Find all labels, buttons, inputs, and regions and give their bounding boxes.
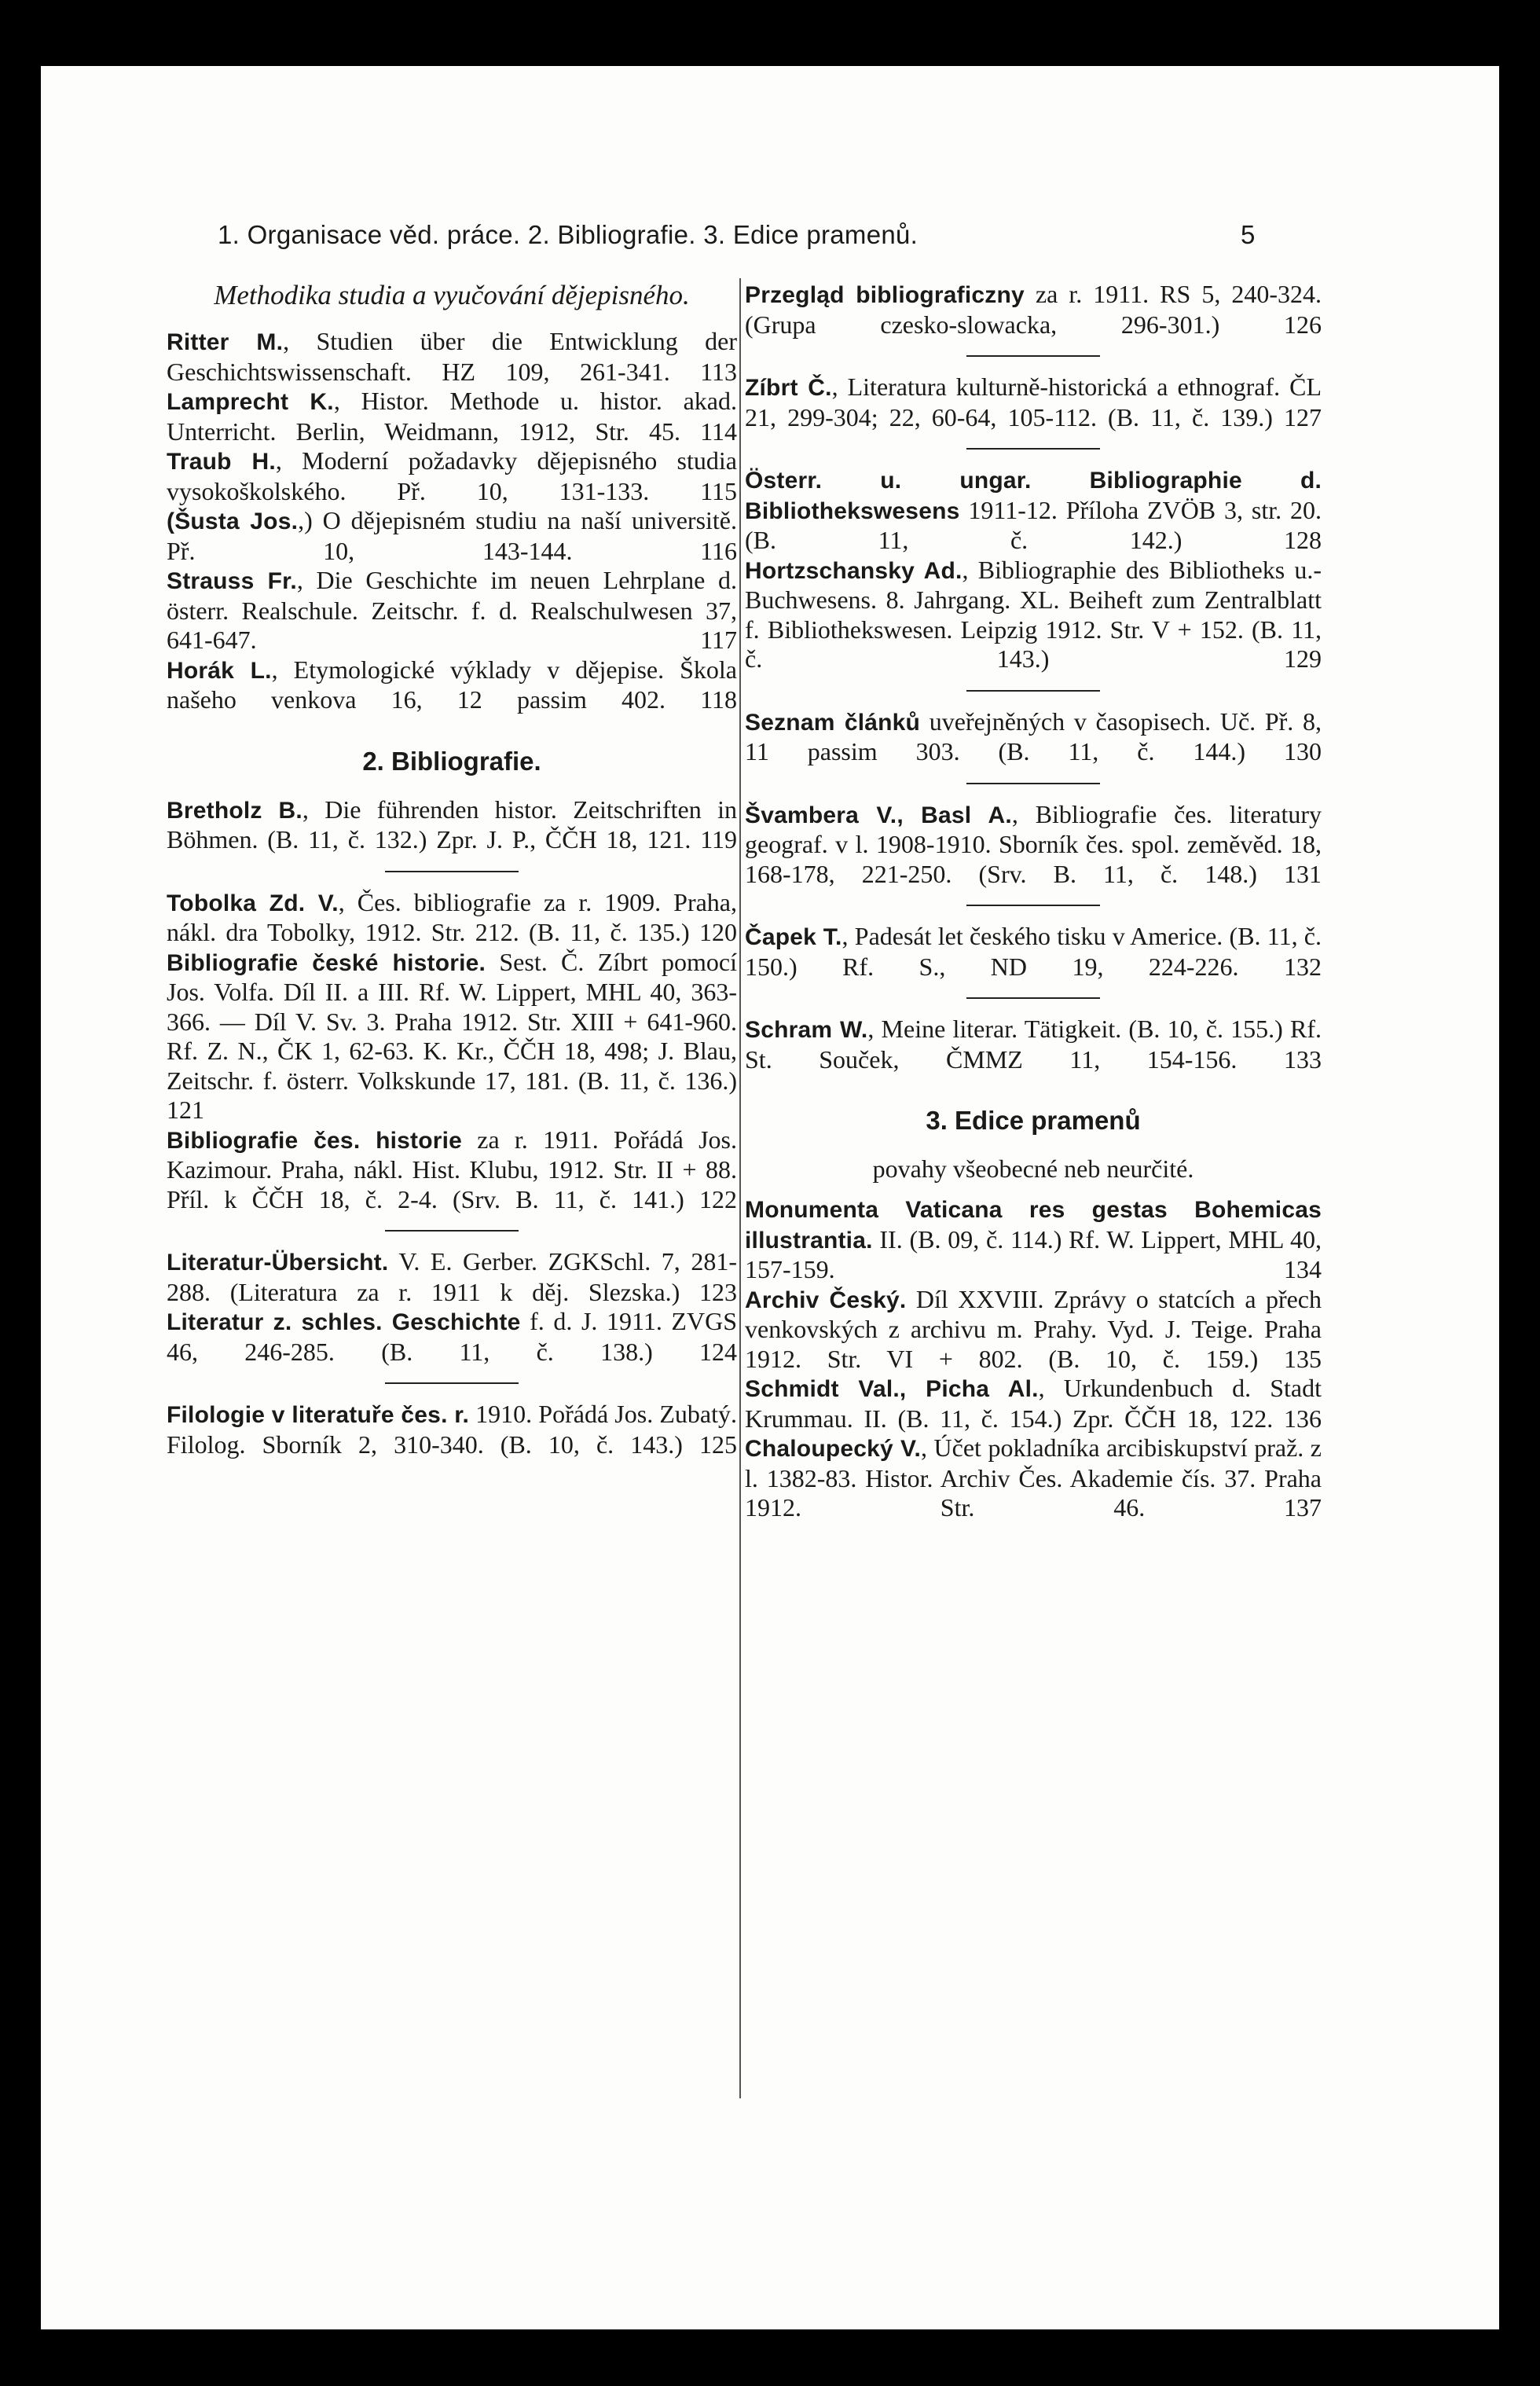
bibliography-entry xyxy=(745,1015,1322,1074)
entry-citation: , Studien über die Entwicklung der Geschichtswissenschaft. HZ 109, 261-341. xyxy=(167,327,737,386)
bibliography-entry xyxy=(745,465,1322,556)
entry-number: 131 xyxy=(1284,859,1322,888)
entry-group xyxy=(745,280,1322,340)
bibliography-entry xyxy=(167,387,737,446)
entry-number: 113 xyxy=(700,357,738,386)
entry-number: 130 xyxy=(1284,737,1322,765)
separator-rule xyxy=(966,355,1100,357)
running-head-title: 1. Organisace věd. práce. 2. Bibliografie. 3. Edice pramenů. xyxy=(218,220,918,249)
entry-author: Seznam článků xyxy=(745,709,921,736)
entry-author: Filologie v literatuře čes. r. xyxy=(167,1402,470,1428)
entry-citation: V. E. Gerber. ZGKSchl. 7, 281-288. (Literatura za r. 1911 k děj. Slezska.) xyxy=(167,1247,737,1306)
bibliography-entry xyxy=(167,1400,737,1459)
entry-group xyxy=(745,707,1322,767)
entry-author: Literatur z. schles. Geschichte xyxy=(167,1309,521,1335)
entry-number: 118 xyxy=(700,685,737,714)
entry-author: Lamprecht K. xyxy=(167,389,334,415)
entry-group xyxy=(745,1015,1322,1074)
entry-citation: 1910. Pořádá Jos. Zubatý. Filolog. Sborník 2, 310-340. (B. 10, č. 143.) xyxy=(167,1400,737,1459)
entry-number: 136 xyxy=(1284,1404,1322,1433)
entry-group xyxy=(745,465,1322,674)
entry-citation: , Bibliographie des Bibliotheks u.- Buchwesens. 8. Jahrgang. XL. Beiheft zum Zentralblatt f. Bibliothekswesen. Leipzig 1912. Str. V + 152. (B. 11, č. 143.) xyxy=(745,555,1322,673)
entry-citation: , Padesát let českého tisku v Americe. (B. 11, č. 150.) Rf. S., ND 19, 224-226. xyxy=(745,922,1322,981)
separator-rule xyxy=(385,1230,519,1232)
bibliography-entry xyxy=(745,707,1322,767)
entry-citation: , Čes. bibliografie za r. 1909. Praha, nákl. dra Tobolky, 1912. Str. 212. (B. 11, č. 135.) xyxy=(167,887,738,946)
entry-author: Schmidt Val., Picha Al. xyxy=(745,1376,1039,1402)
bibliography-entry xyxy=(745,800,1322,890)
entry-number: 126 xyxy=(1284,310,1322,339)
entry-author: Bibliografie čes. historie xyxy=(167,1127,463,1154)
bibliography-entry xyxy=(745,280,1322,340)
entry-number: 134 xyxy=(1284,1255,1322,1283)
column-divider xyxy=(739,278,741,2098)
entry-author: (Šusta Jos. xyxy=(167,508,299,534)
entry-author: Horák L. xyxy=(167,657,272,684)
entry-author: Bretholz B. xyxy=(167,797,302,824)
separator-rule xyxy=(966,690,1100,692)
entry-author: Bibliografie české historie. xyxy=(167,949,486,976)
right-column xyxy=(745,280,1322,1523)
separator-rule xyxy=(385,1382,519,1384)
entry-citation: II. (B. 09, č. 114.) Rf. W. Lippert, MHL 40, 157-159. xyxy=(745,1224,1322,1283)
bibliography-entry xyxy=(167,1125,737,1215)
entry-number: 114 xyxy=(700,417,738,446)
entry-number: 117 xyxy=(700,626,737,654)
bibliography-entry xyxy=(745,1285,1322,1375)
bibliography-entry xyxy=(745,922,1322,982)
entry-author: Chaloupecký V. xyxy=(745,1436,921,1462)
entry-group xyxy=(167,888,737,1215)
entry-number: 135 xyxy=(1284,1344,1322,1373)
entry-citation: , Meine literar. Tätigkeit. (B. 10, č. 155.) Rf. St. Souček, ČMMZ 11, 154-156. xyxy=(745,1015,1322,1074)
entry-citation: uveřejněných v časopisech. Uč. Př. 8, 11 passim 303. (B. 11, č. 144.) xyxy=(745,707,1322,765)
bibliography-entry xyxy=(745,1374,1322,1433)
bibliography-entry xyxy=(745,1195,1322,1285)
entry-citation: , Literatura kulturně-historická a ethnograf. ČL 21, 299-304; 22, 60-64, 105-112. (B. 11, č. 139.) xyxy=(745,373,1322,431)
entry-author: Strauss Fr. xyxy=(167,568,297,594)
entry-citation: Sest. Č. Zíbrt pomocí Jos. Volfa. Díl II. a III. Rf. W. Lippert, MHL 40, 363-366. — Díl V. Sv. 3. Praha 1912. Str. XIII + 641-960. Rf. Z. N., ČK 1, 62-63. K. Kr., ČČH 18, 498; J. Blau, Zeitschr. f. österr. Volkskunde 17, 181. (B. 11, č. 136.) xyxy=(167,947,737,1095)
entry-citation: , Bibliografie čes. literatury geograf. v l. 1908-1910. Sborník čes. spol. zeměvěd. 18, 168-178, 221-250. (Srv. B. 11, č. 148.) xyxy=(745,799,1322,888)
bibliography-entry xyxy=(745,556,1322,674)
entry-citation: , Moderní požadavky dějepisného studia vysokoškolského. Př. 10, 131-133. xyxy=(167,446,737,505)
section-heading-bibliografie: 2. Bibliografie. xyxy=(362,746,541,776)
bibliography-entry xyxy=(167,795,737,855)
entry-citation: , Die Geschichte im neuen Lehrplane d. österr. Realschule. Zeitschr. f. d. Realschulwesen 37, 641-647. xyxy=(167,566,738,654)
entry-author: Tobolka Zd. V. xyxy=(167,890,339,916)
entry-number: 128 xyxy=(1284,526,1322,554)
entry-number: 127 xyxy=(1284,402,1322,431)
separator-rule xyxy=(966,905,1100,906)
entry-number: 137 xyxy=(1284,1493,1322,1522)
entry-citation: f. d. J. 1911. ZVGS 46, 246-285. (B. 11, č. 138.) xyxy=(167,1307,737,1366)
entry-number: 120 xyxy=(699,918,738,946)
entry-citation: za r. 1911. Pořádá Jos. Kazimour. Praha, nákl. Hist. Klubu, 1912. Str. II + 88. Příl. k ČČH 18, č. 2-4. (Srv. B. 11, č. 141.) xyxy=(167,1125,737,1213)
entry-citation: , Histor. Methode u. histor. akad. Unterricht. Berlin, Weidmann, 1912, Str. 45. xyxy=(167,387,738,446)
bibliography-entry xyxy=(167,446,737,506)
section-title-methodika: Methodika studia a vyučování dějepisného. xyxy=(214,280,690,310)
entry-number: 129 xyxy=(1284,644,1322,673)
entry-author: Literatur-Übersicht. xyxy=(167,1250,389,1276)
left-column xyxy=(167,280,737,1459)
entry-group xyxy=(167,1247,737,1367)
bibliography-entry xyxy=(167,888,737,948)
entry-number: 133 xyxy=(1284,1044,1322,1074)
entry-citation: , Urkundenbuch d. Stadt Krummau. II. (B. 11, č. 154.) Zpr. ČČH 18, 122. xyxy=(745,1374,1322,1433)
separator-rule xyxy=(966,448,1100,450)
entry-author: Schram W. xyxy=(745,1017,868,1043)
entry-group xyxy=(745,373,1322,432)
separator-rule xyxy=(385,871,519,872)
entry-author: Przegląd bibliograficzny xyxy=(745,282,1025,308)
bibliography-entry xyxy=(745,373,1322,432)
book-page xyxy=(41,66,1499,2329)
bibliography-entry xyxy=(167,566,737,655)
entry-group xyxy=(167,327,737,715)
entry-author: Österr. u. ungar. Bibliographie d. Bibliothekswesens xyxy=(745,468,1322,524)
page-number: 5 xyxy=(1241,220,1256,249)
bibliography-entry xyxy=(167,655,737,715)
entry-author: Zíbrt Č. xyxy=(745,375,832,401)
section-subheading: povahy všeobecné neb neurčité. xyxy=(872,1154,1194,1183)
entry-group xyxy=(745,800,1322,890)
entry-group xyxy=(167,1400,737,1459)
entry-number: 115 xyxy=(700,476,737,505)
entry-citation: 1911-12. Příloha ZVÖB 3, str. 20. (B. 11, č. 142.) xyxy=(745,495,1322,554)
entry-citation: , Účet pokladníka arcibiskupství praž. z l. 1382-83. Histor. Archiv Čes. Akademie čís. 37. Praha 1912. Str. 46. xyxy=(745,1433,1322,1522)
entry-number: 125 xyxy=(699,1430,738,1459)
bibliography-entry xyxy=(167,1247,737,1307)
entry-group xyxy=(745,922,1322,982)
entry-citation: , Die führenden histor. Zeitschriften in Böhmen. (B. 11, č. 132.) Zpr. J. P., ČČH 18, 121. xyxy=(167,795,737,853)
entry-number: 119 xyxy=(700,825,738,853)
entry-author: Švambera V., Basl A. xyxy=(745,802,1012,828)
entry-author: Čapek T. xyxy=(745,924,842,950)
separator-rule xyxy=(966,783,1100,784)
entry-number: 122 xyxy=(699,1184,737,1213)
entry-number: 116 xyxy=(700,536,738,565)
entry-author: Monumenta Vaticana res gestas Bohemicas illustrantia. xyxy=(745,1197,1322,1254)
entry-author: Hortzschansky Ad. xyxy=(745,557,962,584)
bibliography-entry xyxy=(167,327,737,387)
entry-group xyxy=(167,795,737,855)
entry-number: 121 xyxy=(167,1096,204,1124)
entry-number: 132 xyxy=(1284,952,1322,981)
bibliography-entry xyxy=(167,948,737,1125)
section-heading-edice-pramenu: 3. Edice pramenů xyxy=(926,1106,1141,1135)
entry-author: Traub H. xyxy=(167,449,276,475)
bibliography-entry xyxy=(167,1307,737,1367)
separator-rule xyxy=(966,997,1100,999)
entry-citation: , Etymologické výklady v dějepise. Škola našeho venkova 16, 12 passim 402. xyxy=(167,655,737,714)
bibliography-entry xyxy=(745,1433,1322,1523)
running-head xyxy=(41,220,1499,255)
entry-citation: Díl XXVIII. Zprávy o statcích a přech venkovských z archivu m. Prahy. Vyd. J. Teige. Praha 1912. Str. VI + 802. (B. 10, č. 159.) xyxy=(745,1284,1322,1373)
entry-author: Archiv Český. xyxy=(745,1287,907,1313)
entry-number: 123 xyxy=(699,1277,738,1306)
entry-group xyxy=(745,1195,1322,1523)
bibliography-entry xyxy=(167,506,737,566)
entry-author: Ritter M. xyxy=(167,329,284,355)
entry-citation: ,) O dějepisném studiu na naší universitě. Př. 10, 143-144. xyxy=(167,506,738,565)
entry-number: 124 xyxy=(699,1337,738,1366)
entry-citation: za r. 1911. RS 5, 240-324. (Grupa czesko-slowacka, 296-301.) xyxy=(745,280,1322,339)
